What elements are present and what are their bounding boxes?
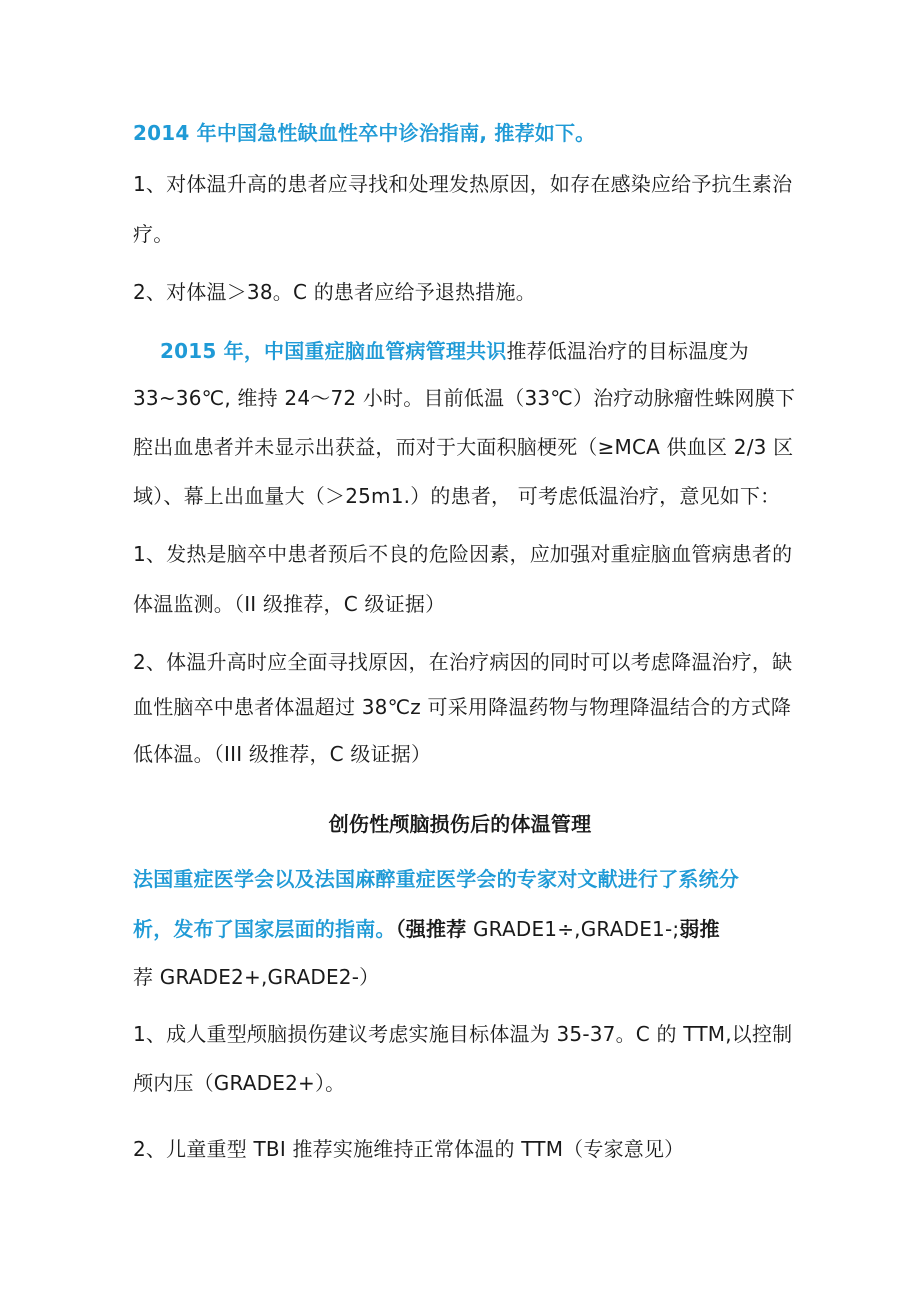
section3-intro-line1: 法国重症医学会以及法国麻醉重症医学会的专家对文献进行了系统分 [133,867,739,891]
section2-item1-line2: 体温监测。（II 级推荐，C 级证据） [133,592,446,616]
section3-intro-line2 [133,915,720,943]
section2-intro-line2: 33~36℃, 维持 24～72 小时。目前低温（33℃）治疗动脉瘤性蛛网膜下 [133,386,796,410]
section1-item1-line1: 1、对体温升高的患者应寻找和处理发热原因，如存在感染应给予抗生素治 [133,172,793,196]
section1-item2: 2、对体温＞38。C 的患者应给予退热措施。 [133,280,536,304]
section3-intro-weak-rec: 弱推 [679,917,720,941]
section2-intro-line1-rest: 推荐低温治疗的目标温度为 [506,339,749,363]
section3-item1-line2: 颅内压（GRADE2+）。 [133,1071,346,1095]
section1-item1-line2: 疗。 [133,222,174,246]
section3-intro-highlight: 析，发布了国家层面的指南。 [133,917,396,941]
section2-item2-line2: 血性脑卒中患者体温超过 38℃z 可采用降温药物与物理降温结合的方式降 [133,695,792,719]
section2-item2-line3: 低体温。（III 级推荐，C 级证据） [133,742,432,766]
section3-item2: 2、儿童重型 TBI 推荐实施维持正常体温的 TTM（专家意见） [133,1137,685,1161]
section3-intro-line3: 荐 GRADE2+,GRADE2-） [133,965,380,989]
section3-intro-strong-rec: （强推荐 [395,917,467,941]
section3-intro-grade1: GRADE1÷,GRADE1-; [466,917,680,941]
section2-intro-line1 [160,337,749,365]
section2-item2-line1: 2、体温升高时应全面寻找原因，在治疗病因的同时可以考虑降温治疗，缺 [133,650,793,674]
section1-heading: 2014 年中国急性缺血性卒中诊治指南, 推荐如下。 [133,121,596,145]
section3-title: 创伤性颅脑损伤后的体温管理 [328,812,592,836]
section2-item1-line1: 1、发热是脑卒中患者预后不良的危险因素，应加强对重症脑血管病患者的 [133,542,793,566]
section2-intro-line4: 域）、幕上出血量大（＞25m1.）的患者， 可考虑低温治疗，意见如下： [133,484,781,508]
section2-intro-line3: 腔出血患者并未显示出获益，而对于大面积脑梗死（≥MCA 供血区 2/3 区 [133,435,794,459]
section3-item1-line1: 1、成人重型颅脑损伤建议考虑实施目标体温为 35-37。C 的 TTM,以控制 [133,1022,793,1046]
section2-intro-highlight: 2015 年，中国重症脑血管病管理共识 [160,339,507,363]
